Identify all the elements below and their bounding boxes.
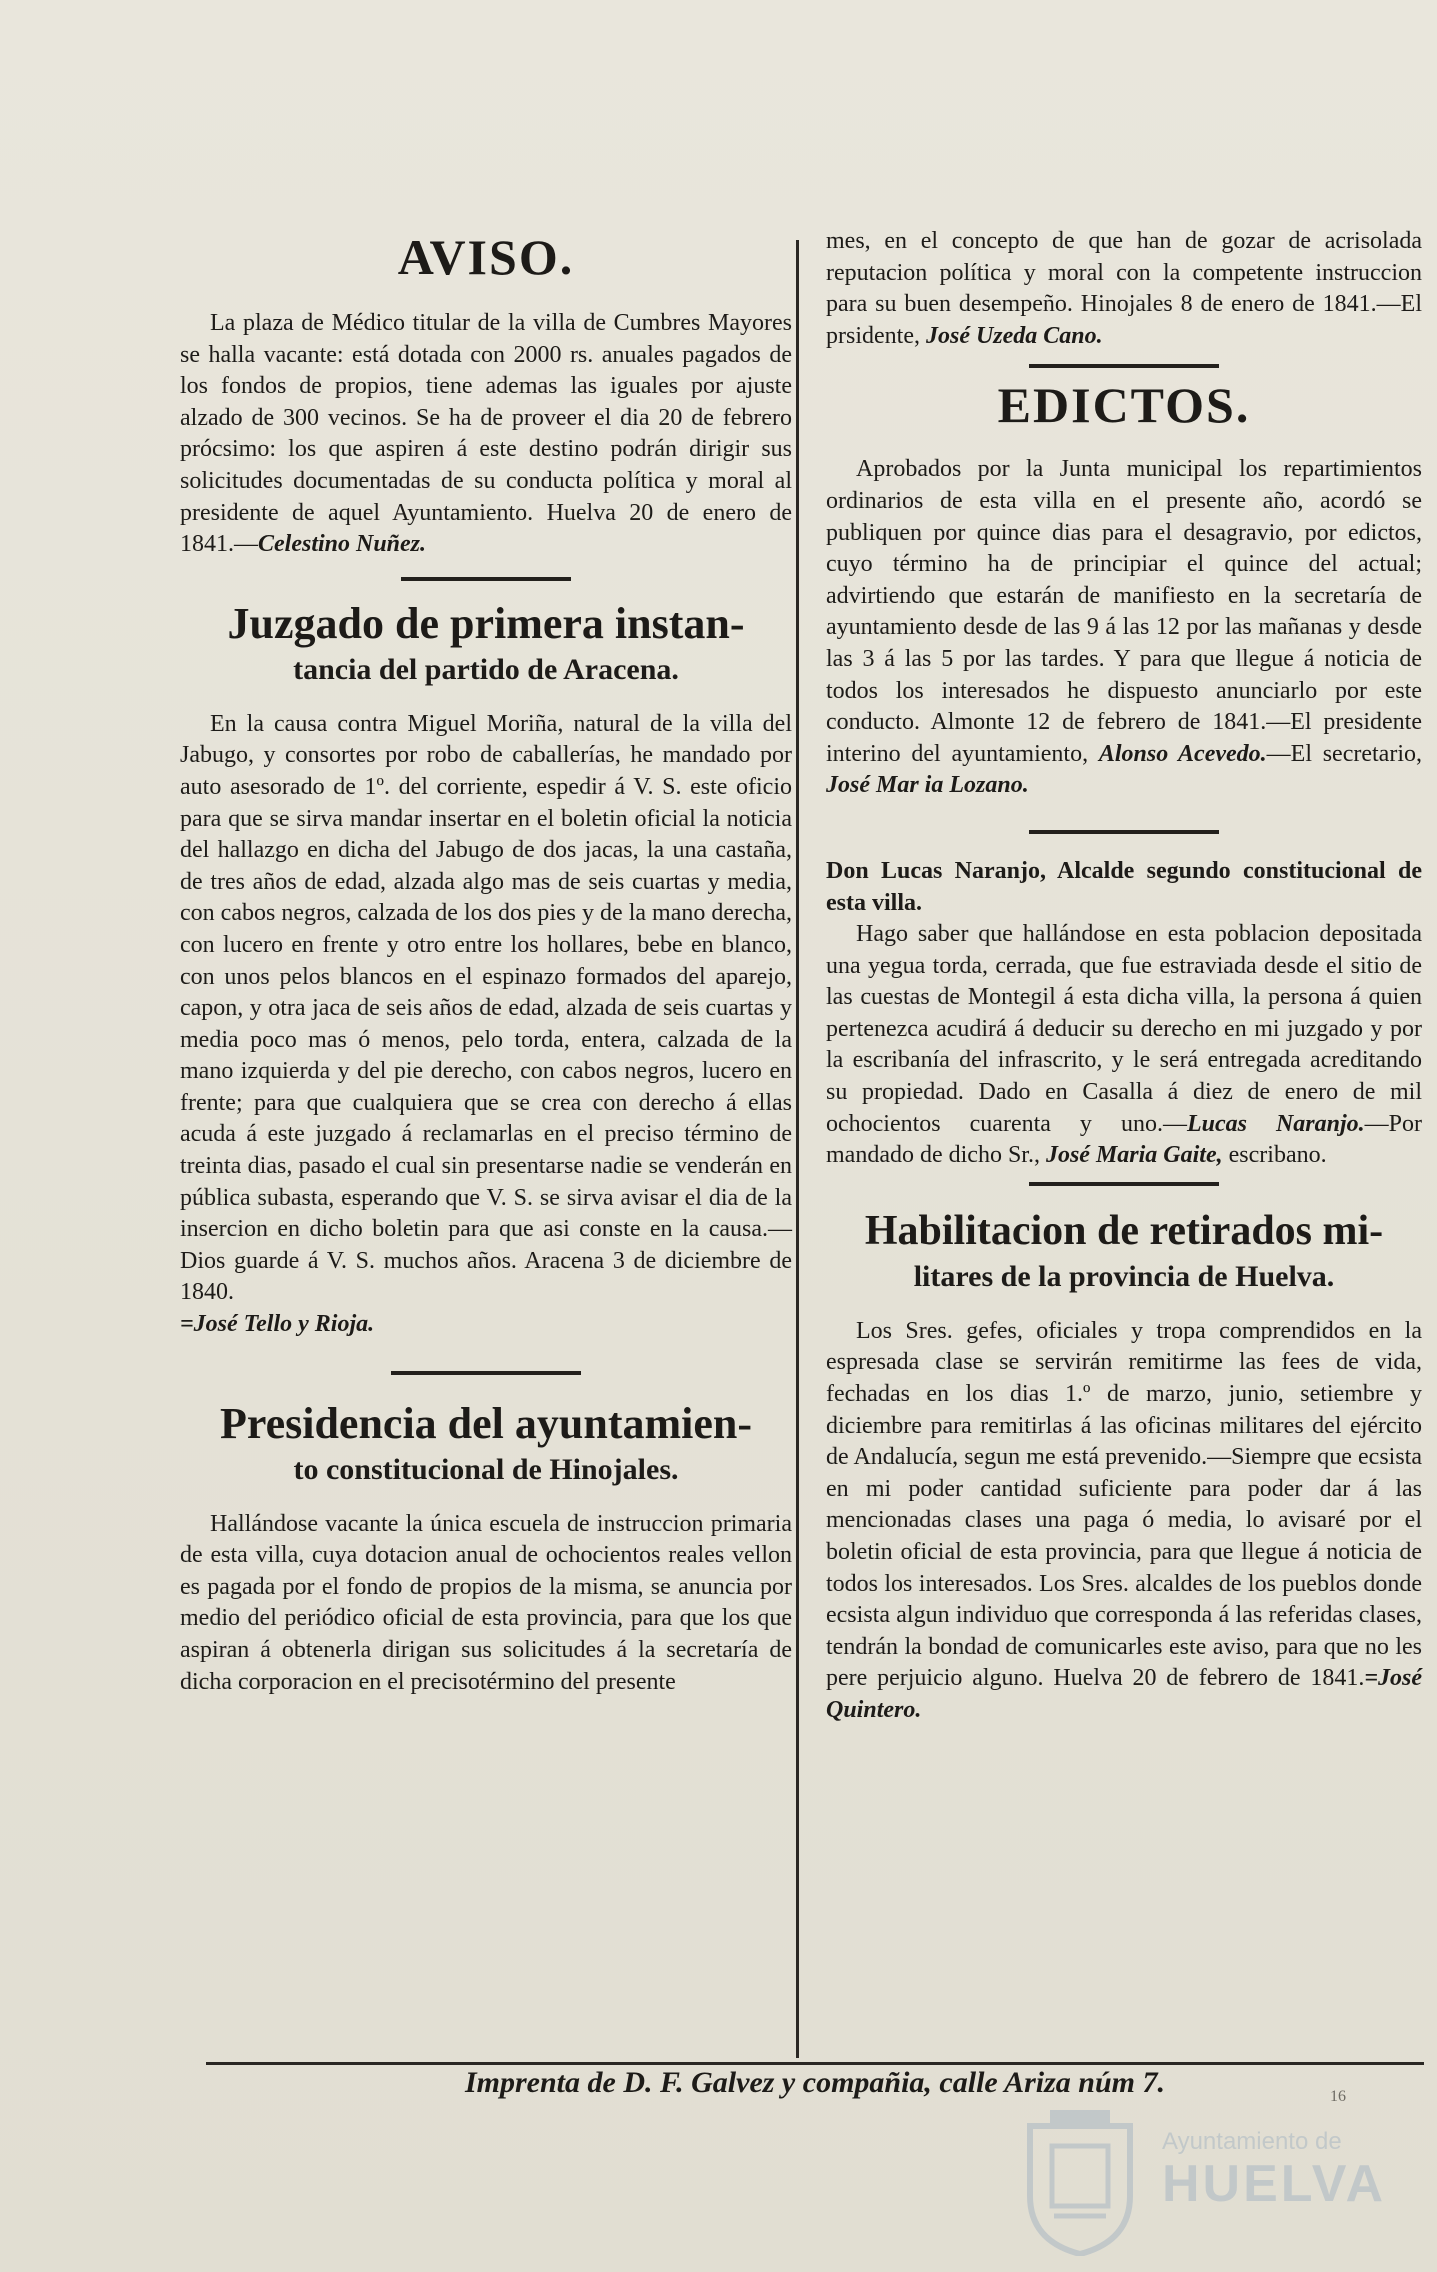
presidencia-subtitle: to constitucional de Hinojales. — [293, 1452, 679, 1486]
juzgado-text: En la causa contra Miguel Moriña, natural de la villa del Jabugo, y consortes por robo de caballerías, he mandado por auto asesorado de 1º. del corriente, espedir á V. S. este oficio para que se sirva mandar insertar en el boletin oficial la noticia del hallazgo en dicha del Jabugo de dos jacas, la una castaña, de tres años de edad, alzada algo mas de seis cuartas y media, con cabos negros, calzada de los dos pies y de la mano derecha, con lucero en frente y otro entre los hollares, bebe en blanco, con unos pelos blancos en el espinazo formados del aparejo, capon, y otra jaca de seis años de edad, alzada de seis cuartas y media poco mas ó menos, pelo torda, entera, calzada de la mano izquierda y del pie derecho, con cabos negros, lucero en frente; para que cualquiera que se crea con derecho á ellas acuda á este juzgado á reclamarlas en el preciso término de treinta dias, pasado el cual sin presentarse nadie se venderán en pública subasta, esperando que V. S. se sirva avisar el dia de la insercion en dicho boletin para que asi conste en la causa.—Dios guarde á V. S. muchos años. Aracena 3 de diciembre de 1840. — [180, 710, 792, 1306]
presidencia-title: Presidencia del ayuntamien- — [219, 1398, 753, 1448]
printer-imprint: Imprenta de D. F. Galvez y compañia, calle Ariza núm 7. — [464, 2066, 1166, 2099]
lucas-header: Don Lucas Naranjo, Alcalde segundo constitucional de esta villa. — [826, 857, 1422, 916]
juzgado-paragraph — [180, 709, 792, 1341]
section-divider — [1029, 364, 1219, 368]
juzgado-subtitle: tancia del partido de Aracena. — [293, 652, 679, 686]
juzgado-signature: =José Tello y Rioja. — [180, 1311, 375, 1338]
lucas-signature-2: José Maria Gaite, — [1045, 1142, 1223, 1169]
aviso-title: AVISO. — [397, 229, 575, 285]
left-column — [180, 228, 792, 1698]
presidencia-paragraph: Hallándose vacante la única escuela de instruccion primaria de esta villa, cuya dotacion anual de ochocientos reales vellon es pagada por el fondo de propios de la misma, se anuncia por medio del periódico oficial de esta provincia, para que los que aspiran á obtenerla dirigan sus solicitudes á la secretaría de dicha corporacion en el precisotérmino del presente — [180, 1510, 792, 1695]
aviso-paragraph — [180, 308, 792, 561]
edictos-mid: —El secretario, — [1266, 740, 1422, 767]
watermark — [1020, 2106, 1420, 2256]
edictos-title: EDICTOS. — [997, 377, 1251, 434]
habilitacion-paragraph — [826, 1316, 1422, 1727]
aviso-text: La plaza de Médico titular de la villa de Cumbres Mayores se halla vacante: está dotada con 2000 rs. anuales pagados de los fondos de propios, tiene ademas las iguales por ajuste alzado de 300 vecinos. Se ha de proveer el dia 20 de febrero prócsimo: los que aspiren á este destino podrán dirigir sus solicitudes documentadas de su conducta política y moral al presidente de aquel Ayuntamiento. Huelva 20 de enero de 1841.— — [180, 310, 792, 558]
edictos-signature-1: Alonso Acevedo. — [1098, 740, 1267, 767]
habilitacion-subtitle: litares de la provincia de Huelva. — [913, 1259, 1335, 1293]
edictos-signature-2: José Mar ia Lozano. — [826, 772, 1029, 799]
aviso-signature: Celestino Nuñez. — [258, 531, 427, 558]
lucas-signature-1: Lucas Naranjo. — [1186, 1110, 1365, 1137]
continuation-signature: José Uzeda Cano. — [925, 322, 1103, 349]
habilitacion-signature: =José Quintero. — [826, 1665, 1422, 1723]
section-divider — [1029, 830, 1219, 834]
juzgado-title: Juzgado de primera instan- — [227, 598, 745, 648]
lucas-mid: —Por mandado de dicho Sr., — [826, 1110, 1422, 1169]
section-divider — [391, 1371, 581, 1375]
lucas-text: Hago saber que hallándose en esta poblacion depositada una yegua torda, cerrada, que fue estraviada desde el sitio de las cuestas de Montegil á esta dicha villa, la persona á quien pertenezca acudirá á deducir su derecho en mi juzgado y por la escribanía del infrascrito, y le será entregada acreditando su propiedad. Dado en Casalla á diez de enero de mil ochocientos cuarenta y uno.— — [826, 921, 1422, 1137]
edictos-paragraph — [826, 454, 1422, 802]
watermark-line-1: Ayuntamiento de — [1162, 2128, 1342, 2155]
huelva-coat-of-arms-icon — [1020, 2106, 1140, 2256]
habilitacion-text: Los Sres. gefes, oficiales y tropa comprendidos en la espresada clase se servirán remitirme las fees de vida, fechadas en los dias 1.º de marzo, junio, setiembre y diciembre para remitirlas á las oficinas militares del ejército de Andalucía, segun me está prevenido.—Siempre que ecsista en mi poder cantidad suficiente para poder dar á las mencionadas clases una paga ó media, lo avisaré por el boletin oficial de esta provincia, para que llegue á noticia de todos los interesados. Los Sres. alcaldes de los pueblos donde ecsista algun individuo que corresponda á las referidas clases, tendrán la bondad de comunicarles este aviso, para que no les pere perjuicio alguno. Huelva 20 de febrero de 1841. — [826, 1317, 1422, 1692]
right-column — [826, 226, 1422, 1727]
column-separator — [796, 240, 799, 2058]
section-divider — [401, 577, 571, 581]
watermark-line-2: HUELVA — [1162, 2155, 1387, 2213]
lucas-end: escribano. — [1228, 1142, 1327, 1169]
habilitacion-title: Habilitacion de retirados mi- — [864, 1207, 1384, 1254]
continuation-paragraph — [826, 226, 1422, 352]
continuation-text: mes, en el concepto de que han de gozar de acrisolada reputacion política y moral con la competente instruccion para su buen desempeño. Hinojales 8 de enero de 1841.—El prsidente, — [826, 228, 1422, 349]
section-divider — [1029, 1182, 1219, 1186]
edictos-text: Aprobados por la Junta municipal los repartimientos ordinarios de esta villa en el presente año, acordó se publiquen por quince dias para el desagravio, por edictos, cuyo término ha de principiar el quince del actual; advirtiendo que estarán de manifiesto en la secretaría de ayuntamiento desde de las 9 á las 12 por las mañanas y desde las 3 á las 5 por las tardes. Y para que llegue á noticia de todos los interesados he dispuesto anunciarlo por este conducto. Almonte 12 de febrero de 1841.—El presidente interino del ayuntamiento, — [826, 456, 1422, 767]
lucas-paragraph — [826, 919, 1422, 1172]
page-number: 16 — [1330, 2088, 1346, 2105]
footer-rule — [206, 2062, 1424, 2065]
